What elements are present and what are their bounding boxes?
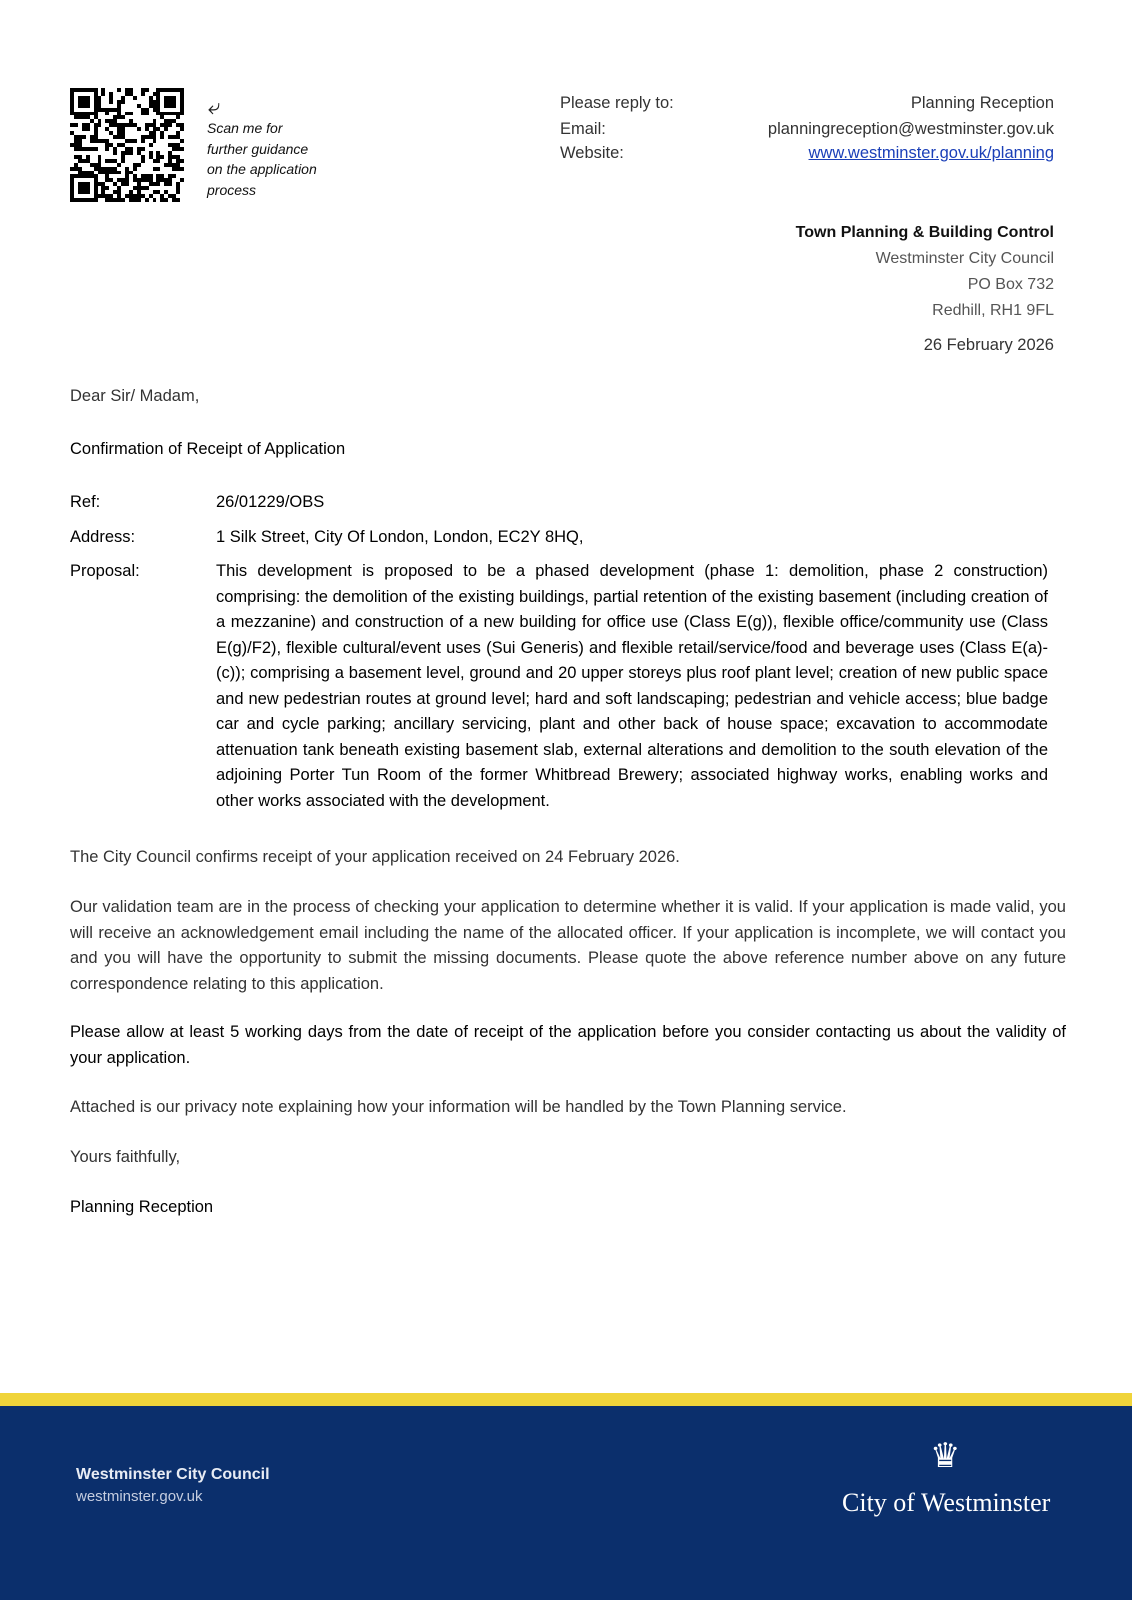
scan-line: further guidance — [207, 140, 309, 157]
paragraph-notice: Please allow at least 5 working days from the date of receipt of the application before you consider contacting us about the validity of your application. — [70, 1023, 1066, 1067]
subject: Confirmation of Receipt of Application — [70, 440, 346, 458]
coat-of-arms-icon: ♛ — [930, 1437, 961, 1475]
town: Redhill, RH1 9FL — [932, 302, 1054, 319]
reply-label: Please reply to: — [560, 94, 674, 112]
detail-value: This development is proposed to be a phased development (phase 1: demolition, phase 2 construction) comprising: the demolition of the existing buildings, partial retention of the existing basement (including creation of a mezzanine) and construction of a new building for office use (Class E(g)), flexible office/community use (Class E(g)/F2), flexible cultural/event uses (Sui Generis) and flexible retail/service/food and beverage uses (Class E(a)-(c)); comprising a basement level, ground and 20 upper storeys plus roof plant level; creation of new public space and new pedestrian routes at ground level; hard and soft landscaping; pedestrian and vehicle access; blue badge car and cycle parking; ancillary servicing, plant and other back of house space; excavation to accommodate attenuation tank beneath existing basement slab, external alterations and demolition to the south elevation of the adjoining Porter Tun Room of the former Whitbread Brewery; associated highway works, enabling works and other works associated with the development. — [216, 562, 1048, 810]
detail-label: Ref: — [70, 493, 101, 511]
scan-line: Scan me for — [207, 120, 283, 136]
detail-row-address — [70, 525, 1048, 551]
letter-date: 26 February 2026 — [923, 336, 1054, 354]
reply-value: Planning Reception — [910, 94, 1054, 112]
email-label: Email: — [560, 120, 606, 138]
scan-line: on the application — [207, 161, 317, 177]
department: Town Planning & Building Control — [795, 224, 1054, 241]
city-logo: City of Westminster — [842, 1488, 1051, 1517]
application-details — [70, 490, 1048, 823]
paragraph-validation: Our validation team are in the process of checking your application to determine whether it is valid. If your application is made valid, you will receive an acknowledgement email including the name of the allocated officer. If your application is incomplete, we will contact you and you will have the opportunity to submit the missing documents. Please quote the above reference number above on any future correspondence relating to this application. — [70, 898, 1066, 993]
curved-arrow-icon: ⤶ — [208, 94, 221, 119]
paragraph-receipt: The City Council confirms receipt of your application received on 24 February 2026. — [70, 848, 680, 866]
website-link[interactable]: www.westminster.gov.uk/planning — [808, 144, 1054, 162]
council-name: Westminster City Council — [875, 250, 1054, 267]
signature: Planning Reception — [70, 1198, 214, 1216]
sender-address — [796, 220, 1054, 324]
email-value[interactable]: planningreception@westminster.gov.uk — [767, 120, 1054, 138]
detail-value: 1 Silk Street, City Of London, London, EC2Y 8HQ, — [216, 527, 584, 546]
detail-label: Proposal: — [70, 562, 140, 580]
scan-line: process — [207, 181, 257, 198]
detail-row-ref — [70, 490, 1048, 516]
detail-row-proposal — [70, 559, 1048, 814]
salutation: Dear Sir/ Madam, — [70, 387, 200, 405]
detail-value: 26/01229/OBS — [216, 493, 325, 511]
footer-url: westminster.gov.uk — [76, 1488, 203, 1505]
reply-info — [560, 90, 1054, 165]
paragraph-privacy: Attached is our privacy note explaining how your information will be handled by the Town Planning service. — [70, 1098, 847, 1116]
qr-code[interactable] — [70, 88, 184, 202]
detail-label: Address: — [70, 527, 136, 546]
po-box: PO Box 732 — [967, 276, 1054, 293]
website-label: Website: — [560, 144, 624, 162]
scan-instruction — [207, 118, 317, 200]
footer-council-name: Westminster City Council — [76, 1466, 270, 1483]
closing: Yours faithfully, — [70, 1148, 181, 1166]
footer-yellow-band — [0, 1393, 1132, 1406]
qr-module — [180, 198, 184, 202]
footer — [0, 1406, 1132, 1600]
